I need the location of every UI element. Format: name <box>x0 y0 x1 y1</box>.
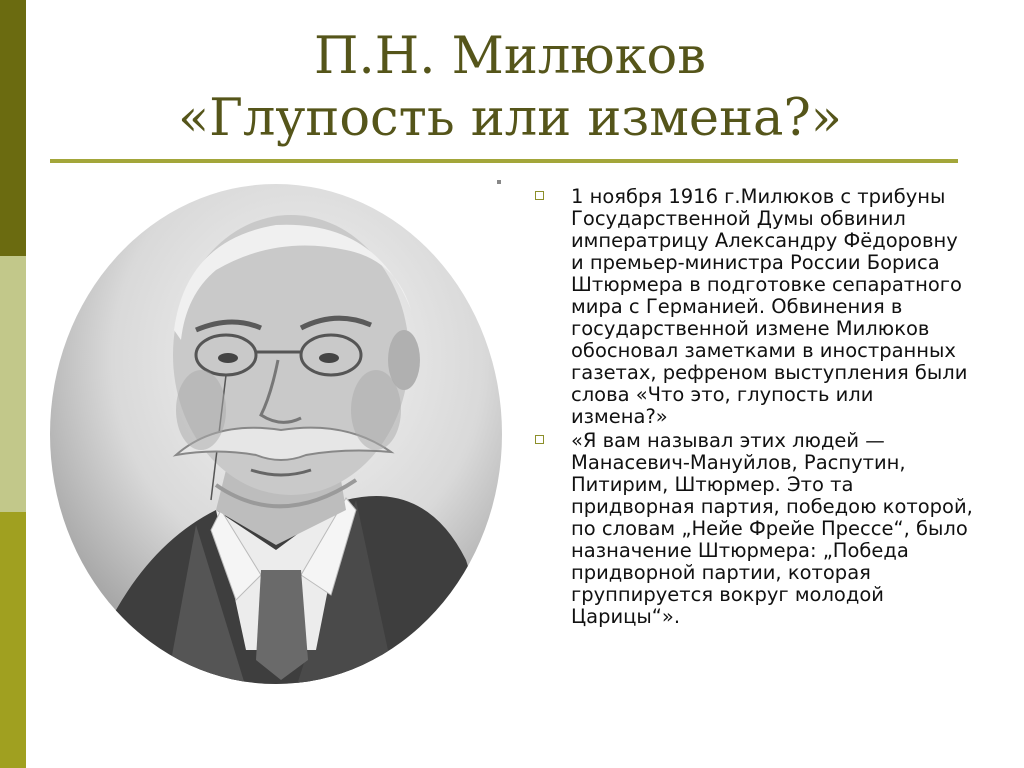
title-divider <box>50 159 958 163</box>
bullet-item <box>535 186 975 428</box>
slide-title-line-2: «Глупость или измена?» <box>177 89 843 148</box>
hollow-square-bullet-icon <box>535 191 544 200</box>
slide-title <box>60 26 960 150</box>
bullet-text: «Я вам называл этих людей — Манасевич-Мануйлов, Распутин, Питирим, Штюрмер. Это та придворная партия, победою которой, по словам „Нейе Фрейе Прессе“, было назначение Штюрмера: „Победа придворной партии, которая группируется вокруг молодой Царицы“». <box>571 429 973 628</box>
bullet-list <box>535 186 975 630</box>
decorative-dot <box>497 180 501 184</box>
sidebar-accent-middle <box>0 256 26 512</box>
hollow-square-bullet-icon <box>535 435 544 444</box>
bullet-item <box>535 430 975 628</box>
slide-title-line-1: П.Н. Милюков <box>314 27 706 86</box>
sidebar-accent-top <box>0 0 26 256</box>
bullet-text: 1 ноября 1916 г.Милюков с трибуны Государственной Думы обвинил императрицу Александру Фёдоровну и премьер-министра России Бориса Штюрмера в подготовке сепаратного мира с Германией. Обвинения в государственной измене Милюков обосновал заметками в иностранных газетах, рефреном выступления были слова «Что это, глупость или измена?» <box>571 185 968 428</box>
sidebar-accent-bottom <box>0 512 26 768</box>
portrait-photo <box>46 180 506 688</box>
